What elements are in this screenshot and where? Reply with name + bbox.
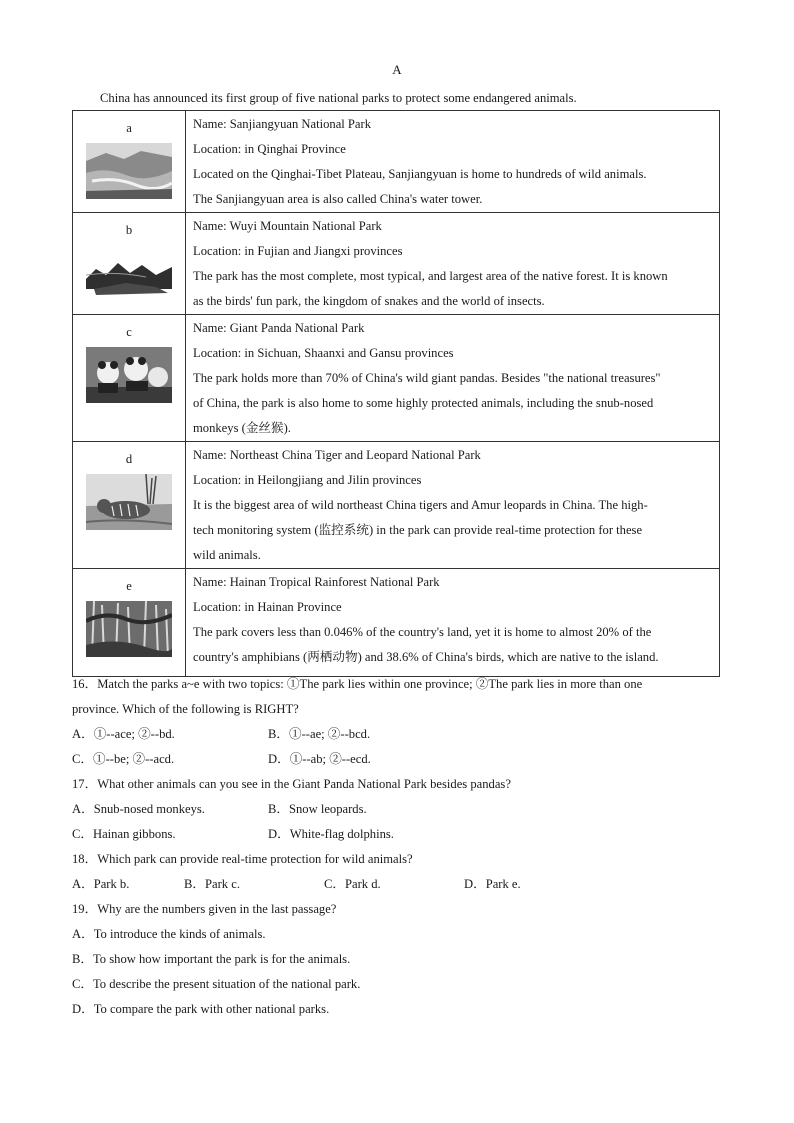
q16-option-d[interactable]: D．①--ab; ②--ecd. bbox=[268, 752, 371, 766]
park-description-line: tech monitoring system (监控系统) in the park can provide real-time protection for these bbox=[193, 523, 643, 537]
park-row-a bbox=[73, 111, 720, 213]
q19-option-c[interactable]: C．To describe the present situation of the national park. bbox=[72, 977, 361, 991]
park-description-line: of China, the park is also home to some highly protected animals, including the snub-nosed bbox=[193, 396, 654, 410]
park-location: Location: in Fujian and Jiangxi provinces bbox=[193, 244, 403, 258]
park-letter: e bbox=[126, 579, 132, 593]
park-description-line: wild animals. bbox=[193, 548, 261, 562]
park-description-line: The park covers less than 0.046% of the country's land, yet it is home to almost 20% of the bbox=[193, 625, 652, 639]
q18-option-b[interactable]: B．Park c. bbox=[184, 877, 240, 891]
q18-option-c[interactable]: C．Park d. bbox=[324, 877, 381, 891]
park-row-d bbox=[73, 442, 720, 569]
park-image-cell bbox=[73, 213, 186, 315]
q19-option-d[interactable]: D．To compare the park with other national parks. bbox=[72, 1002, 330, 1016]
park-info-cell bbox=[186, 442, 720, 569]
q16-option-c[interactable]: C．①--be; ②--acd. bbox=[72, 752, 175, 766]
intro-text: China has announced its first group of five national parks to protect some endangered animals. bbox=[100, 91, 577, 105]
question-17-stem: 17．What other animals can you see in the Giant Panda National Park besides pandas? bbox=[72, 777, 511, 791]
mountain-forest-photo bbox=[86, 245, 172, 301]
park-name: Name: Sanjiangyuan National Park bbox=[193, 117, 372, 131]
park-location: Location: in Hainan Province bbox=[193, 600, 342, 614]
park-row-e bbox=[73, 569, 720, 677]
park-info-cell bbox=[186, 213, 720, 315]
park-location: Location: in Sichuan, Shaanxi and Gansu provinces bbox=[193, 346, 454, 360]
park-name: Name: Wuyi Mountain National Park bbox=[193, 219, 382, 233]
park-info-cell bbox=[186, 315, 720, 442]
park-description-line: The park has the most complete, most typical, and largest area of the native forest. It is known bbox=[193, 269, 668, 283]
park-description-line: Located on the Qinghai-Tibet Plateau, Sanjiangyuan is home to hundreds of wild animals. bbox=[193, 167, 647, 181]
q16-option-a[interactable]: A．①--ace; ②--bd. bbox=[72, 727, 175, 741]
park-name: Name: Northeast China Tiger and Leopard National Park bbox=[193, 448, 481, 462]
q17-option-a[interactable]: A．Snub-nosed monkeys. bbox=[72, 802, 205, 816]
q18-option-a[interactable]: A．Park b. bbox=[72, 877, 130, 891]
park-description-line: The park holds more than 70% of China's wild giant pandas. Besides "the national treasures" bbox=[193, 371, 661, 385]
question-16-stem: 16．Match the parks a~e with two topics: ①The park lies within one province; ②The park lies in more than one bbox=[72, 677, 643, 691]
question-19-stem: 19．Why are the numbers given in the last passage? bbox=[72, 902, 337, 916]
park-row-b bbox=[73, 213, 720, 315]
question-18-stem: 18．Which park can provide real-time protection for wild animals? bbox=[72, 852, 413, 866]
park-image-cell bbox=[73, 315, 186, 442]
park-name: Name: Hainan Tropical Rainforest National Park bbox=[193, 575, 440, 589]
q17-option-d[interactable]: D．White-flag dolphins. bbox=[268, 827, 394, 841]
park-description-line: country's amphibians (两栖动物) and 38.6% of China's birds, which are native to the island. bbox=[193, 650, 659, 664]
park-description-line: as the birds' fun park, the kingdom of snakes and the world of insects. bbox=[193, 294, 545, 308]
park-info-cell bbox=[186, 569, 720, 677]
q19-option-a[interactable]: A．To introduce the kinds of animals. bbox=[72, 927, 266, 941]
park-location: Location: in Heilongjiang and Jilin provinces bbox=[193, 473, 422, 487]
park-letter: b bbox=[125, 223, 133, 237]
park-description-line: monkeys (金丝猴). bbox=[193, 421, 291, 435]
park-row-c bbox=[73, 315, 720, 442]
q18-option-d[interactable]: D．Park e. bbox=[464, 877, 521, 891]
q17-option-b[interactable]: B．Snow leopards. bbox=[268, 802, 367, 816]
park-letter: d bbox=[125, 452, 133, 466]
park-image-cell bbox=[73, 111, 186, 213]
q19-option-b[interactable]: B．To show how important the park is for the animals. bbox=[72, 952, 351, 966]
park-description-line: The Sanjiangyuan area is also called China's water tower. bbox=[193, 192, 483, 206]
tiger-photo bbox=[86, 474, 172, 530]
park-info-cell bbox=[186, 111, 720, 213]
park-image-cell bbox=[73, 569, 186, 677]
rainforest-photo bbox=[86, 601, 172, 657]
park-table bbox=[72, 110, 720, 677]
question-16-stem-cont: province. Which of the following is RIGHT? bbox=[72, 702, 299, 716]
park-letter: a bbox=[126, 121, 132, 135]
q16-option-b[interactable]: B．①--ae; ②--bcd. bbox=[268, 727, 371, 741]
park-location: Location: in Qinghai Province bbox=[193, 142, 346, 156]
park-image-cell bbox=[73, 442, 186, 569]
park-letter: c bbox=[126, 325, 132, 339]
park-name: Name: Giant Panda National Park bbox=[193, 321, 365, 335]
landscape-plateau-photo bbox=[86, 143, 172, 199]
park-description-line: It is the biggest area of wild northeast China tigers and Amur leopards in China. The high- bbox=[193, 498, 648, 512]
section-letter: A bbox=[392, 62, 402, 77]
pandas-photo bbox=[86, 347, 172, 403]
q17-option-c[interactable]: C．Hainan gibbons. bbox=[72, 827, 176, 841]
